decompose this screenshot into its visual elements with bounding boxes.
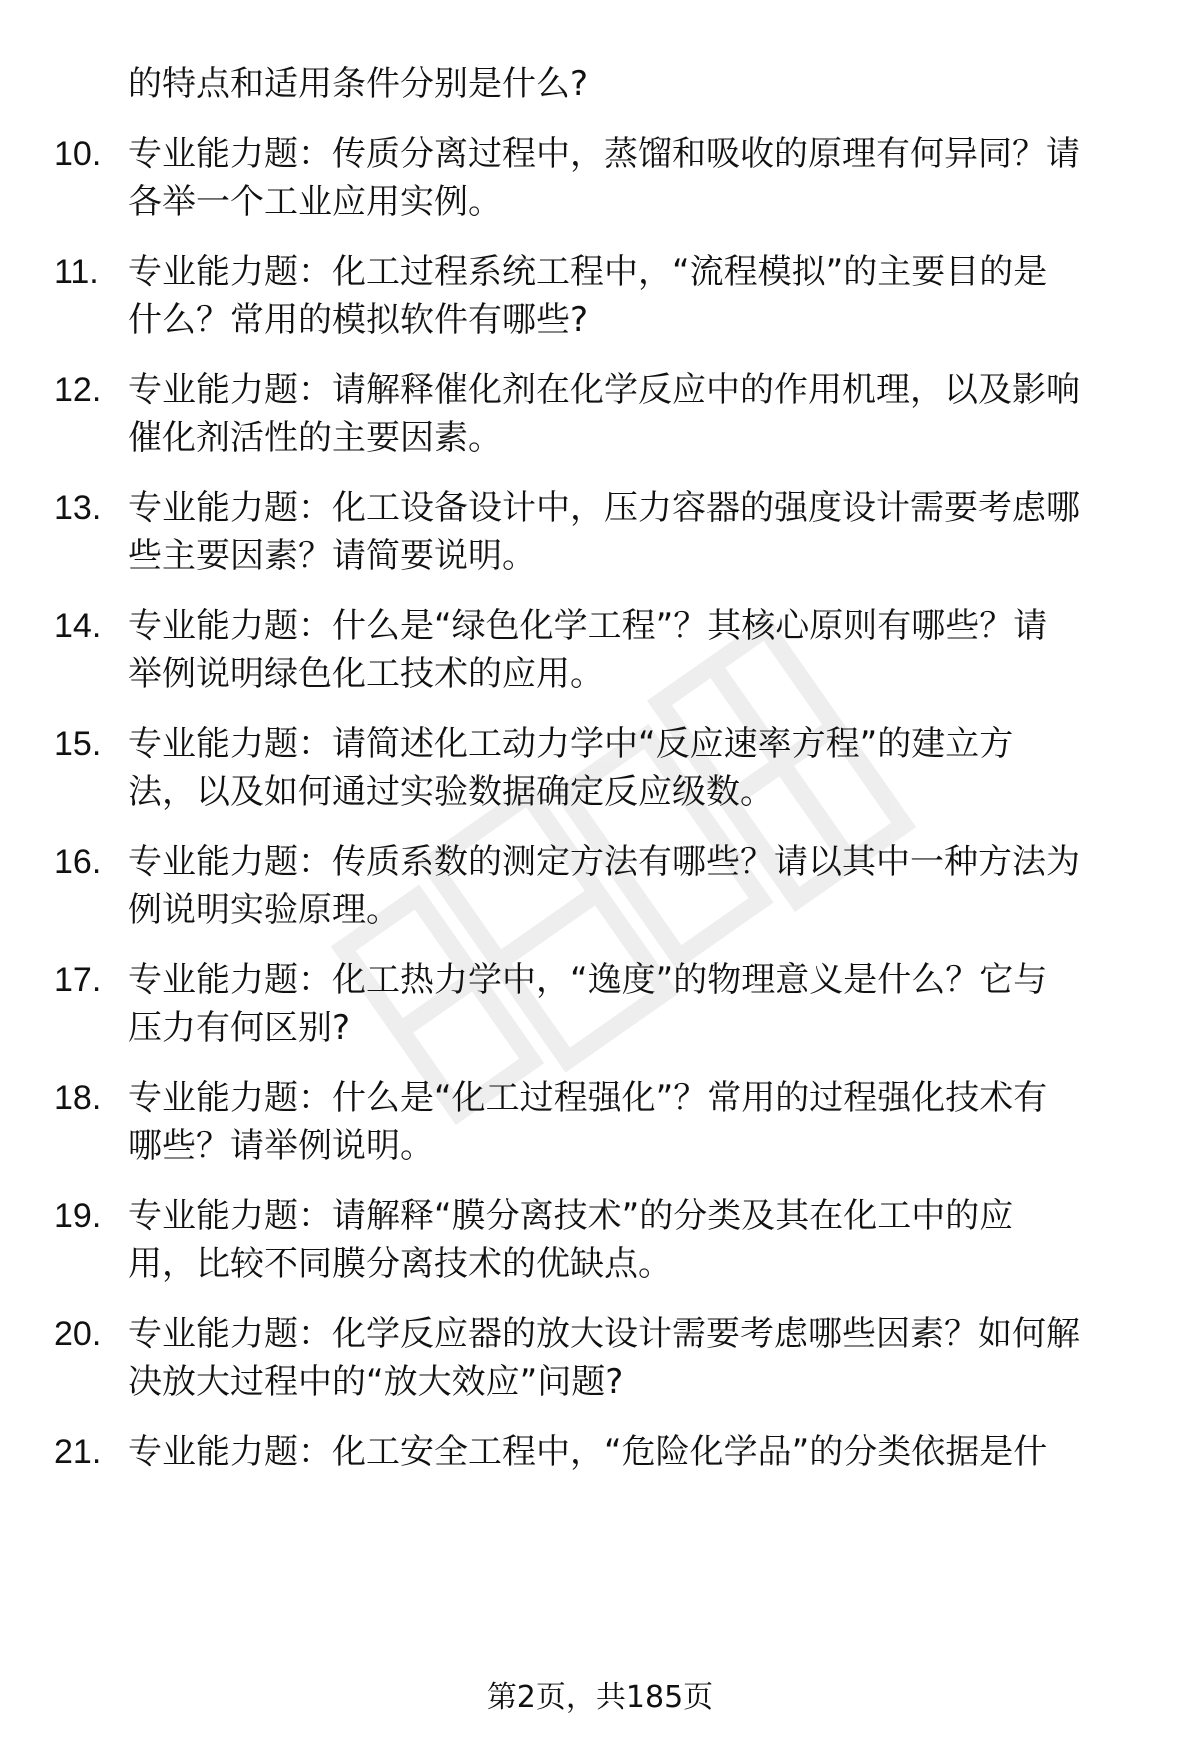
question-line: 专业能力题：传质系数的测定方法有哪些？请以其中一种方法为 [128, 842, 1080, 882]
question-line: 专业能力题：请简述化工动力学中“反应速率方程”的建立方 [128, 724, 1014, 764]
question-text [128, 956, 1138, 1052]
question-line: 法，以及如何通过实验数据确定反应级数。 [128, 772, 774, 812]
question-text [128, 1074, 1138, 1170]
question-line: 专业能力题：什么是“化工过程强化”？常用的过程强化技术有 [128, 1078, 1048, 1118]
question-text [128, 602, 1138, 698]
question-text [128, 720, 1138, 816]
question-number: 21. [54, 1433, 102, 1471]
question-text [128, 130, 1138, 226]
question-line: 专业能力题：请解释催化剂在化学反应中的作用机理，以及影响 [128, 370, 1080, 410]
question-text [128, 366, 1138, 462]
question-line: 专业能力题：化工设备设计中，压力容器的强度设计需要考虑哪 [128, 488, 1080, 528]
question-number: 20. [54, 1315, 102, 1353]
question-number: 18. [54, 1079, 102, 1117]
page-footer: 第2页，共185页 [486, 1680, 714, 1715]
question-line: 专业能力题：化学反应器的放大设计需要考虑哪些因素？如何解 [128, 1314, 1080, 1354]
question-text [128, 1192, 1138, 1288]
question-line: 些主要因素？请简要说明。 [128, 536, 536, 576]
question-text [128, 838, 1138, 934]
question-line: 专业能力题：请解释“膜分离技术”的分类及其在化工中的应 [128, 1196, 1014, 1236]
question-text [128, 248, 1138, 344]
question-number: 14. [54, 607, 102, 645]
question-line: 专业能力题：化工过程系统工程中，“流程模拟”的主要目的是 [128, 252, 1048, 292]
question-line: 决放大过程中的“放大效应”问题? [128, 1362, 624, 1402]
question-text [128, 1310, 1138, 1406]
question-number: 15. [54, 725, 102, 763]
question-line: 专业能力题：什么是“绿色化学工程”？其核心原则有哪些？请 [128, 606, 1048, 646]
question-number: 17. [54, 961, 102, 999]
question-line: 压力有何区别? [128, 1008, 351, 1048]
question-number: 10. [54, 135, 102, 173]
question-line: 举例说明绿色化工技术的应用。 [128, 654, 604, 694]
question-line: 例说明实验原理。 [128, 890, 400, 930]
question-text [128, 484, 1138, 580]
question-line: 催化剂活性的主要因素。 [128, 418, 502, 458]
question-number: 11. [54, 253, 99, 291]
question-line: 什么？常用的模拟软件有哪些? [128, 300, 589, 340]
question-number: 13. [54, 489, 102, 527]
question-text [128, 1428, 1138, 1476]
question-line: 用，比较不同膜分离技术的优缺点。 [128, 1244, 672, 1284]
question-line: 哪些？请举例说明。 [128, 1126, 434, 1166]
question-line: 各举一个工业应用实例。 [128, 182, 502, 222]
question-number: 12. [54, 371, 102, 409]
continuation-line: 的特点和适用条件分别是什么? [128, 64, 589, 104]
question-number: 16. [54, 843, 102, 881]
question-line: 专业能力题：化工安全工程中，“危险化学品”的分类依据是什 [128, 1432, 1048, 1472]
question-line: 专业能力题：传质分离过程中，蒸馏和吸收的原理有何异同？请 [128, 134, 1080, 174]
question-line: 专业能力题：化工热力学中，“逸度”的物理意义是什么？它与 [128, 960, 1048, 1000]
question-number: 19. [54, 1197, 102, 1235]
